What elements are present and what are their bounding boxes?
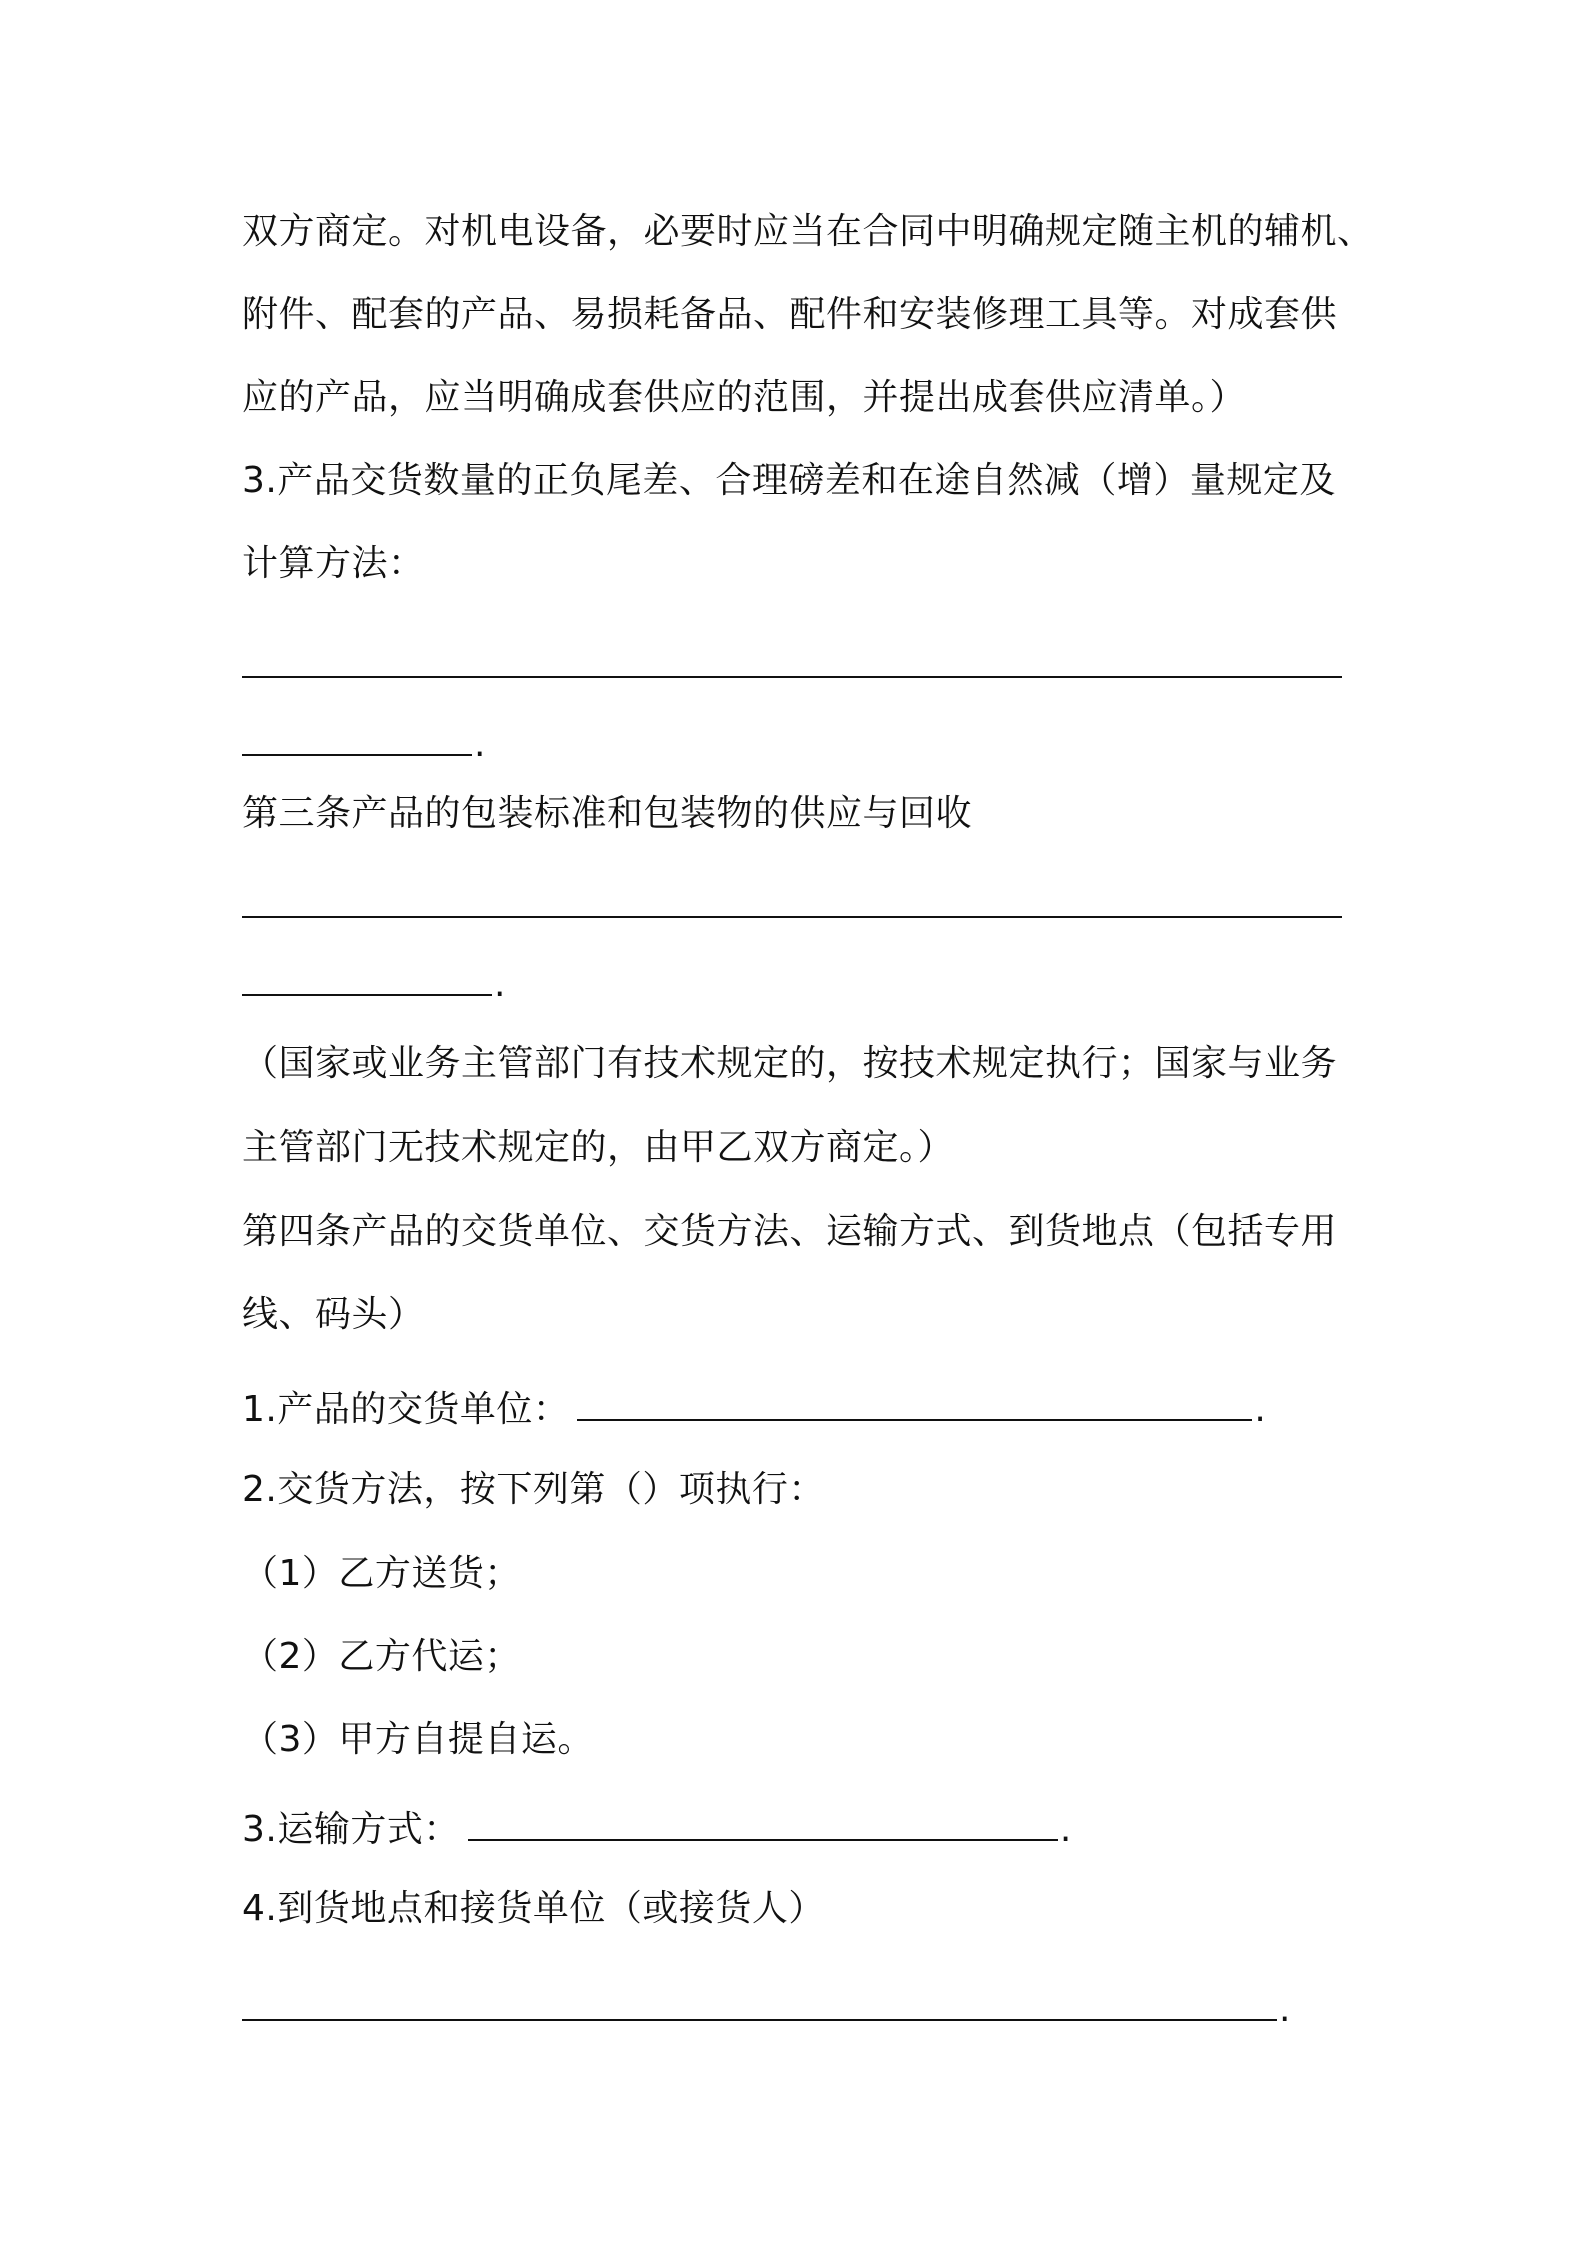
field-label: 3.运输方式： [242, 1809, 460, 1850]
text-line: 4.到货地点和接货单位（或接货人） [242, 1888, 825, 1929]
blank-underline[interactable] [577, 1383, 1252, 1421]
period: . [494, 964, 506, 1005]
blank-underline[interactable] [242, 640, 1342, 678]
blank-underline[interactable] [242, 958, 492, 996]
period: . [1279, 1989, 1291, 2030]
fill-in-blank-line[interactable] [242, 640, 1342, 691]
blank-underline[interactable] [242, 718, 472, 756]
text-line: 计算方法： [242, 543, 425, 584]
blank-underline[interactable] [242, 1983, 1277, 2021]
text-line: 线、码头） [242, 1294, 425, 1335]
fill-in-field-line [242, 1803, 1072, 1854]
section-heading: 第四条产品的交货单位、交货方法、运输方式、到货地点（包括专用 [242, 1211, 1338, 1252]
text-line: 2.交货方法，按下列第（）项执行： [242, 1469, 825, 1510]
fill-in-blank-line[interactable] [242, 718, 486, 769]
fill-in-field-line [242, 1383, 1266, 1434]
blank-underline[interactable] [242, 880, 1342, 918]
blank-underline[interactable] [468, 1803, 1058, 1841]
list-item: （3）甲方自提自运。 [242, 1719, 594, 1760]
list-item: （1）乙方送货； [242, 1553, 521, 1594]
fill-in-blank-line[interactable] [242, 880, 1342, 931]
period: . [1254, 1389, 1267, 1430]
list-item: （2）乙方代运； [242, 1636, 521, 1677]
section-heading: 第三条产品的包装标准和包装物的供应与回收 [242, 793, 973, 834]
text-line: （国家或业务主管部门有技术规定的，按技术规定执行；国家与业务 [242, 1043, 1338, 1084]
period: . [1059, 1809, 1072, 1850]
text-line: 附件、配套的产品、易损耗备品、配件和安装修理工具等。对成套供 [242, 294, 1338, 335]
text-line: 3.产品交货数量的正负尾差、合理磅差和在途自然减（增）量规定及 [242, 460, 1336, 501]
fill-in-blank-line[interactable] [242, 958, 506, 1009]
text-line: 应的产品，应当明确成套供应的范围，并提出成套供应清单。） [242, 377, 1247, 418]
field-label: 1.产品的交货单位： [242, 1389, 570, 1430]
fill-in-blank-line[interactable] [242, 1983, 1291, 2034]
text-line: 双方商定。对机电设备，必要时应当在合同中明确规定随主机的辅机、 [242, 211, 1374, 252]
period: . [474, 724, 486, 765]
text-line: 主管部门无技术规定的，由甲乙双方商定。） [242, 1127, 955, 1168]
